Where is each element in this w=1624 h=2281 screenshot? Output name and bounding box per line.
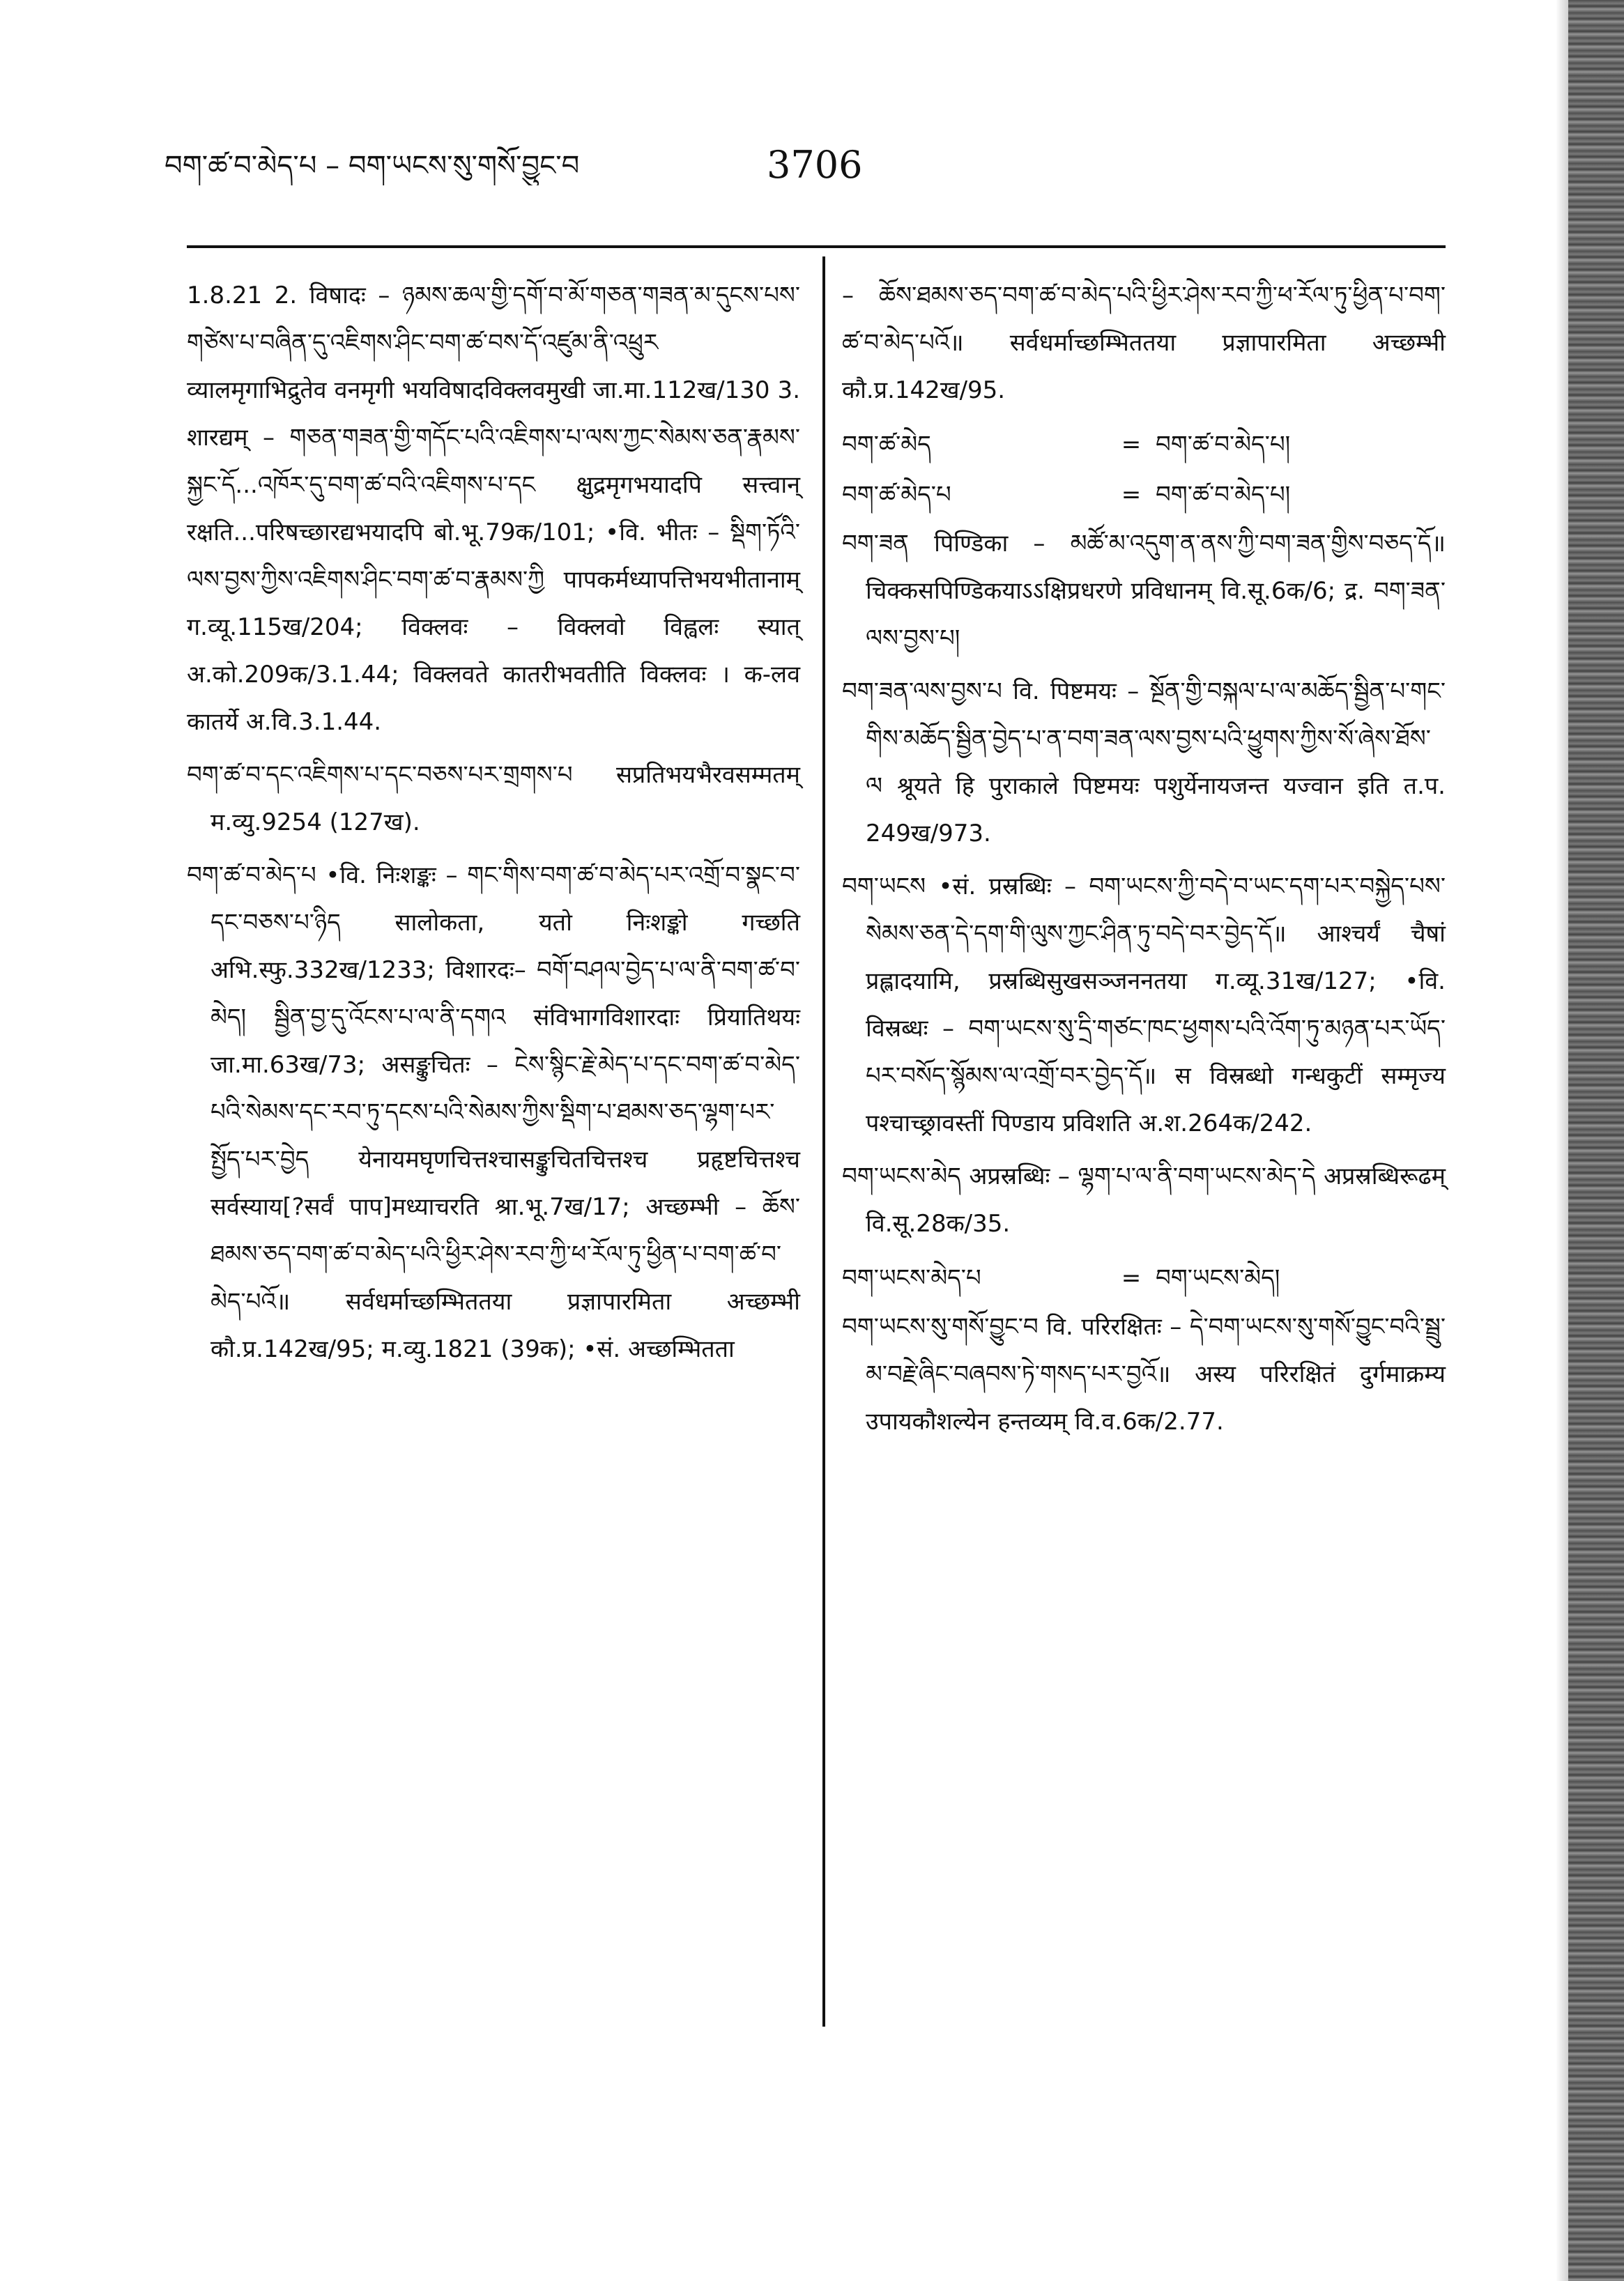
entry-aprasrabdhi: བག་ཡངས་མེད अप्रस्रब्धिः – ལྷག་པ་ལ་ནི་བག་ཡངས་མེད་དེ अप्रस्रब्धिरूढम् वि.सू.28क/35. [842,1162,1446,1238]
right-column [842,272,1446,1451]
xref-term: བག་ཚ་མེད [842,431,931,459]
scan-edge [1568,0,1624,2281]
column-divider [822,256,825,2027]
xref-sign: = [1121,481,1142,509]
entry-pindika: བག་ཟན पिण्डिका – མཚོ་མ་འདུག་ན་ནས་ཀྱི་བག་ཟན་གྱིས་བཅད་དོ॥ चिक्कसपिण्डिकयाऽऽक्षिप्रधरणे प्रविधानम् वि.सू.6क/6; द्र. བག་ཟན་ལས་བྱས་པ། [842,530,1446,652]
cross-reference [842,1253,1446,1303]
entry-continuation: – ཆོས་ཐམས་ཅད་བག་ཚ་བ་མེད་པའི་ཕྱིར་ཤེས་རབ་ཀྱི་ཕ་རོལ་ཏུ་ཕྱིན་པ་བག་ཚ་བ་མེད་པའོ॥ सर्वधर्माच्छम्भिततया प्रज्ञापारमिता अच्छम्भी कौ.प्र.142ख/95. [842,282,1446,404]
scan-shadow [1556,0,1568,2281]
entry-vishada: 1.8.21 2. विषादः – ཉམས་ཆལ་གྱི་དགོ་བ་མོ་གཅན་གཟན་མ་དུངས་པས་གཙེས་པ་བཞིན་དུ་འཇིགས་ཤིང་བག་ཚ་བས་དོ་འཛུམ་ནི་འཕྲུར व्यालमृगाभिद्रुतेव वनमृगी भयविषादविक्लवमुखी जा.मा.112ख/130 3. शारद्यम् – གཅན་གཟན་གྱི་གདོང་པའི་འཇིགས་པ་ལས་ཀྱང་སེམས་ཅན་རྣམས་སྐྱང་དོ...འཁོར་དུ་བག་ཚ་བའི་འཇིགས་པ་དང क्षुद्रमृगभयादपि सत्त्वान् रक्षति...परिषच्छारद्यभयादपि बो.भू.79क/101; •वि. भीतः – སྡིག་ཏོའི་ལས་བྱས་ཀྱིས་འཇིགས་ཤིང་བག་ཚ་བ་རྣམས་ཀྱི पापकर्मध्यापत्तिभयभीतानाम् ग.व्यू.115ख/204; विक्लवः – विक्लवो विह्वलः स्यात् अ.को.209क/3.1.44; विक्लवते कातरीभवतीति विक्लवः । क-लव कातर्ये अ.वि.3.1.44. [187,282,800,736]
xref-sign: = [1121,1264,1142,1292]
entry-prasrabdhi: བག་ཡངས •सं. प्रस्रब्धिः – བག་ཡངས་ཀྱི་བདེ་བ་ཡང་དག་པར་བསྐྱེད་པས་སེམས་ཅན་དེ་དག་གི་ལུས་ཀྱང་ཤིན་ཏུ་བདེ་བར་བྱེད་དོ॥ आश्चर्यं चैषां प्रह्लादयामि, प्रस्रब्धिसुखसञ्जननतया ग.व्यू.31ख/127; •वि. विस्रब्धः – བག་ཡངས་སུ་དྲི་གཙང་ཁང་ཕྱགས་པའི་འོག་ཏུ་མཉན་པར་ཡོད་པར་བསོད་སྙོམས་ལ་འགྲོ་བར་བྱེད་དོ॥ स विस्रब्धो गन्धकुटीं सम्मृज्य पश्चाच्छ्रावस्तीं पिण्डाय प्रविशति अ.श.264क/242. [842,873,1446,1137]
left-column [187,272,800,1378]
xref-sign: = [1121,431,1142,459]
header-rule [187,245,1446,248]
xref-term: བག་ཡངས་མེད་པ [842,1264,981,1292]
xref-target: བག་ཚ་བ་མེད་པ། [1156,481,1291,509]
entry-sapratibhaya: བག་ཚ་བ་དང་འཇིགས་པ་དང་བཅས་པར་གྲགས་པ सप्रतिभयभैरवसम्मतम् म.व्यु.9254 (127ख). [187,761,800,836]
running-head: བག་ཚ་བ་མེད་པ – བག་ཡངས་སུ་གསོ་བྱུང་བ [164,150,580,182]
xref-target: བག་ཚ་བ་མེད་པ། [1156,431,1291,459]
entry-nihshanka: བག་ཚ་བ་མེད་པ •वि. निःशङ्कः – གང་གིས་བག་ཚ་བ་མེད་པར་འགྲོ་བ་སྣང་བ་དང་བཅས་པ་ཉིད सालोकता, यतो निःशङ्को गच्छति अभि.स्फु.332ख/1233; विशारदः– བགོ་བཤལ་བྱེད་པ་ལ་ནི་བག་ཚ་བ་མེད། སྦྱིན་བྱ་དུ་འོངས་པ་ལ་ནི་དགའ संविभागविशारदाः प्रियातिथयः जा.मा.63ख/73; असङ्कुचितः – ངེས་སྙིང་རྗེ་མེད་པ་དང་བག་ཚ་བ་མེད་པའི་སེམས་དང་རབ་ཏུ་དངས་པའི་སེམས་ཀྱིས་སྡིག་པ་ཐམས་ཅད་ལྷག་པར་སྤྱོད་པར་བྱེད येनायमघृणचित्तश्चासङ्कुचितचित्तश्च प्रहृष्टचित्तश्च सर्वस्याय[?सर्वं पाप]मध्याचरति श्रा.भू.7ख/17; अच्छम्भी – ཆོས་ཐམས་ཅད་བག་ཚ་བ་མེད་པའི་ཕྱིར་ཤེས་རབ་ཀྱི་ཕ་རོལ་ཏུ་ཕྱིན་པ་བག་ཚ་བ་མེད་པའོ॥ सर्वधर्माच्छम्भिततया प्रज्ञापारमिता अच्छम्भी कौ.प्र.142ख/95; म.व्यु.1821 (39क); •सं. अच्छम्भितता [187,861,800,1363]
entry-parirakshita: བག་ཡངས་སུ་གསོ་བྱུང་བ वि. परिरक्षितः – དེ་བག་ཡངས་སུ་གསོ་བྱུང་བའི་སྦྲུ་མ་བརྗེ་ཞིང་བཞབས་ཏེ་གསད་པར་བྱའོ॥ अस्य परिरक्षितं दुर्गमाक्रम्य उपायकौशल्येन हन्तव्यम् वि.व.6क/2.77. [842,1313,1446,1436]
page-number: 3706 [767,143,863,187]
cross-reference [842,470,1446,520]
xref-term: བག་ཚ་མེད་པ [842,481,951,509]
entry-pishtamaya: བག་ཟན་ལས་བྱས་པ वि. पिष्टमयः – སྔོན་གྱི་བསྐལ་པ་ལ་མཆོད་སྦྱིན་པ་གང་གིས་མཆོད་སྦྱིན་བྱེད་པ་ན་བག་ཟན་ལས་བྱས་པའི་ཕྱུགས་ཀྱིས་སོ་ཞེས་ཐོས་ལ श्रूयते हि पुराकाले पिष्टमयः पशुर्येनायजन्त यज्वान इति त.प. 249ख/973. [842,677,1446,847]
xref-target: བག་ཡངས་མེད། [1156,1264,1280,1292]
cross-reference [842,420,1446,470]
